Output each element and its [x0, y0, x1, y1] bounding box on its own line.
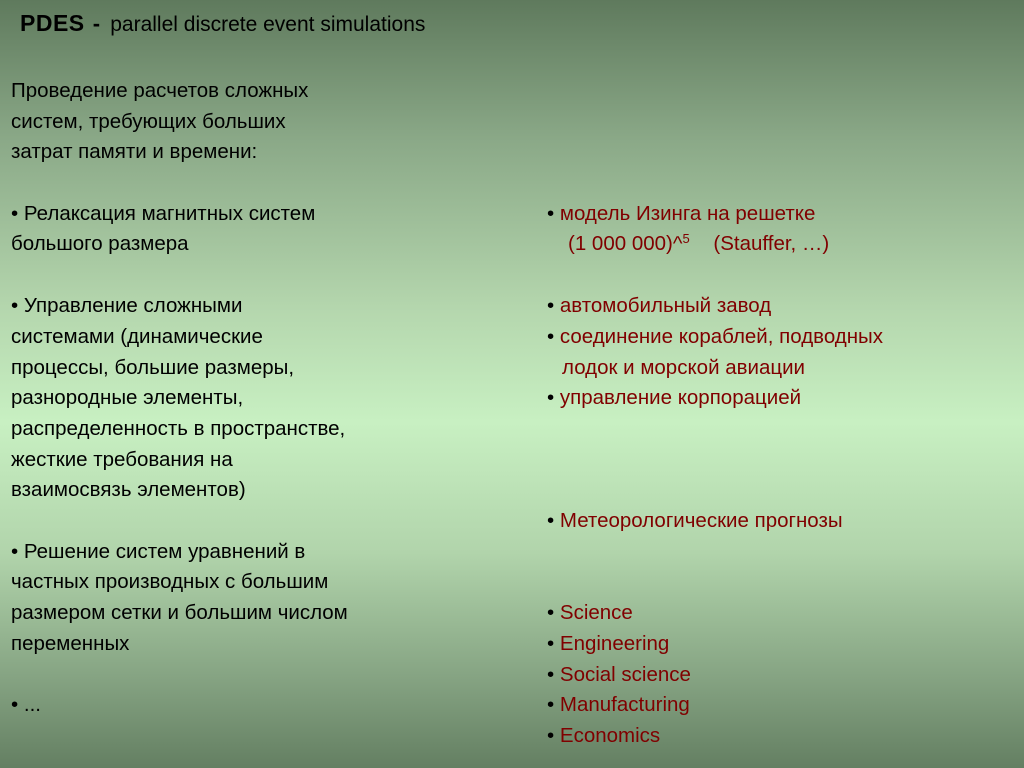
left-bullet-2-line-3: процессы, большие размеры, — [11, 356, 295, 379]
left-bullet-3-line-1: • Решение систем уравнений в — [11, 540, 306, 563]
ising-power: 5 — [682, 231, 690, 246]
left-bullet-2-line-5: распределенность в пространстве, — [11, 417, 346, 440]
title-abbreviation: PDES — [20, 10, 85, 36]
bullet: • — [547, 724, 555, 747]
left-bullet-3-line-2: частных производных с большим — [11, 570, 329, 593]
intro-line-1: Проведение расчетов сложных — [11, 79, 309, 102]
right-item-corporation — [547, 383, 801, 414]
ising-size: (1 000 000)^ — [568, 232, 683, 255]
bullet: • — [547, 693, 555, 716]
left-bullet-2-line-7: взаимосвязь элементов) — [11, 478, 246, 501]
right-item-ising-size — [568, 229, 829, 260]
right-item-engineering — [547, 629, 669, 660]
bullet: • — [547, 601, 555, 624]
slide-title — [20, 8, 425, 40]
right-item-weather — [547, 506, 843, 537]
social-science-text: Social science — [559, 663, 691, 686]
right-item-manufacturing — [547, 690, 690, 721]
bullet: • — [547, 325, 555, 348]
title-expansion: parallel discrete event simulations — [110, 13, 426, 36]
bullet: • — [547, 294, 555, 317]
ising-reference: (Stauffer, …) — [713, 232, 830, 255]
bullet: • — [547, 386, 555, 409]
left-bullet-4-line-1: • ... — [11, 693, 41, 716]
bullet: • — [547, 663, 555, 686]
intro-line-3: затрат памяти и времени: — [11, 140, 258, 163]
title-dash: - — [92, 11, 101, 36]
ising-text: модель Изинга на решетке — [559, 202, 816, 225]
weather-text: Метеорологические прогнозы — [559, 509, 843, 532]
left-bullet-1-line-1: • Релаксация магнитных систем — [11, 202, 316, 225]
right-item-science — [547, 598, 633, 629]
science-text: Science — [559, 601, 633, 624]
corporation-text: управление корпорацией — [559, 386, 802, 409]
auto-plant-text: автомобильный завод — [559, 294, 772, 317]
right-item-ships — [547, 322, 883, 353]
left-bullet-2-line-1: • Управление сложными — [11, 294, 243, 317]
bullet: • — [547, 509, 555, 532]
left-bullet-3-line-3: размером сетки и большим числом — [11, 601, 348, 624]
left-bullet-2-line-6: жесткие требования на — [11, 448, 233, 471]
right-item-economics — [547, 721, 660, 752]
economics-text: Economics — [559, 724, 661, 747]
bullet: • — [547, 202, 555, 225]
manufacturing-text: Manufacturing — [559, 693, 690, 716]
right-item-social-science — [547, 660, 691, 691]
right-item-auto-plant — [547, 291, 771, 322]
left-bullet-2-line-4: разнородные элементы, — [11, 386, 244, 409]
left-bullet-1-line-2: большого размера — [11, 232, 189, 255]
left-bullet-2-line-2: системами (динамические — [11, 325, 263, 348]
bullet: • — [547, 632, 555, 655]
intro-line-2: систем, требующих больших — [11, 110, 286, 133]
right-item-ising — [547, 199, 815, 230]
ships-text-line-2: лодок и морской авиации — [562, 356, 805, 379]
ships-text-line-1: соединение кораблей, подводных — [559, 325, 884, 348]
left-bullet-3-line-4: переменных — [11, 632, 130, 655]
engineering-text: Engineering — [559, 632, 670, 655]
